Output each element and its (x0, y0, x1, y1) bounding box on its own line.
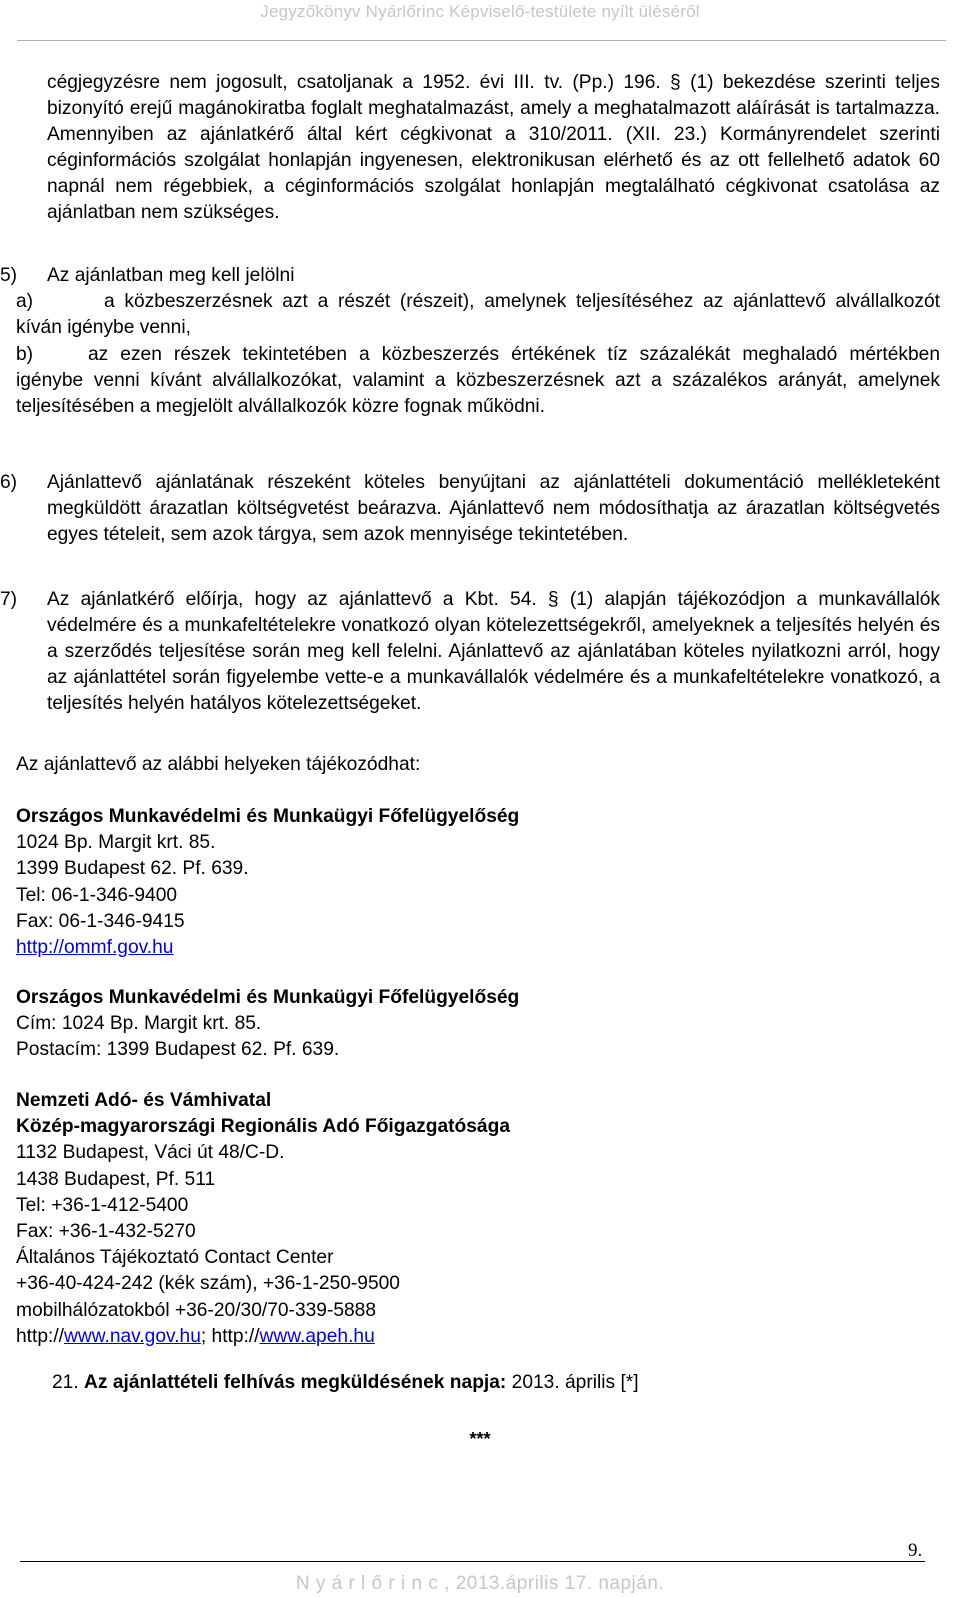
item-5b (16, 342, 940, 420)
section-21-number: 21. (52, 1372, 79, 1393)
contact-1-postal: 1399 Budapest 62. Pf. 639. (16, 858, 249, 880)
contact-2-name: Országos Munkavédelmi és Munkaügyi Főfelügyelőség (16, 987, 520, 1008)
item-5-lead: Az ajánlatban meg kell jelölni (47, 265, 295, 286)
contact-1-address: 1024 Bp. Margit krt. 85. (16, 832, 216, 854)
contact-3-fax: Fax: +36-1-432-5270 (16, 1221, 196, 1243)
section-21 (52, 1370, 639, 1396)
item-6-number: 6) (0, 472, 18, 493)
web-separator: ; http:// (200, 1325, 260, 1347)
web-prefix-1: http:// (16, 1325, 64, 1347)
page-number: 9. (908, 1540, 923, 1561)
contact-3-name-1: Nemzeti Adó- és Vámhivatal (16, 1090, 272, 1111)
apeh-website-link[interactable]: www.apeh.hu (259, 1325, 375, 1347)
item-5b-label: b) (16, 344, 34, 365)
contact-3-name-2: Közép-magyarországi Regionális Adó Főigazgatósága (16, 1116, 510, 1138)
item-5a-text: a közbeszerzésnek azt a részét (részeit), amelynek teljesítéséhez az ajánlattevő alvállalkozót kíván igénybe venni, (16, 291, 940, 339)
item-7-text: Az ajánlatkérő előírja, hogy az ajánlattevő a Kbt. 54. § (1) alapján tájékozódjon a munkavállalók védelmére és a munkafeltételekre vonatkozó olyan kötelezettségekről, amelyeknek a teljesítés helyén és a szerződés teljesítése során meg kell felelni. Ajánlattevő az ajánlatában köteles nyilatkozni arról, hogy az ajánlattétel során figyelembe vette-e a munkavállalók védelmére és a munkafeltételekre vonatkozó, a teljesítés helyén hatályos kötelezettségeket. (47, 589, 940, 715)
item-5a (16, 289, 940, 341)
contact-3-postal: 1438 Budapest, Pf. 511 (16, 1168, 216, 1190)
contact-3-websites (16, 1324, 510, 1350)
contact-3-address: 1132 Budapest, Váci út 48/C-D. (16, 1142, 285, 1164)
contact-2-postal: Postacím: 1399 Budapest 62. Pf. 639. (16, 1039, 340, 1061)
contact-1-website-link[interactable]: http://ommf.gov.hu (16, 937, 174, 959)
info-intro: Az ajánlattevő az alábbi helyeken tájékozódhat: (16, 754, 421, 775)
contact-3-mobile: mobilhálózatokból +36-20/30/70-339-5888 (16, 1299, 377, 1321)
contact-1-fax: Fax: 06-1-346-9415 (16, 910, 185, 932)
item-7-number: 7) (0, 589, 18, 610)
nav-website-link[interactable]: www.nav.gov.hu (64, 1325, 201, 1347)
page-header: Jegyzőkönyv Nyárlőrinc Képviselő-testülete nyílt üléséről (260, 2, 700, 21)
page-footer: N y á r l ő r i n c , 2013.április 17. napján. (295, 1573, 665, 1594)
section-21-label: Az ajánlattételi felhívás megküldésének napja: (84, 1372, 507, 1393)
item-5b-text: az ezen részek tekintetében a közbeszerzés értékének tíz százalékát meghaladó mértékben igénybe venni kívánt alvállalkozókat, valamint a közbeszerzésnek azt a százalékos arányát, amelynek teljesítésében a megjelölt alvállalkozók közre fognak működni. (16, 344, 940, 418)
section-divider-stars: *** (469, 1429, 491, 1449)
contact-ommf-1 (16, 804, 519, 961)
footer-rule (20, 1561, 925, 1562)
contact-nav (16, 1088, 510, 1350)
contact-3-phone: Tel: +36-1-412-5400 (16, 1194, 189, 1216)
contact-3-center-phones: +36-40-424-242 (kék szám), +36-1-250-9500 (16, 1273, 400, 1295)
item-5-number: 5) (0, 265, 18, 286)
contact-1-name: Országos Munkavédelmi és Munkaügyi Főfelügyelőség (16, 806, 520, 827)
contact-1-phone: Tel: 06-1-346-9400 (16, 884, 178, 906)
intro-paragraph: cégjegyzésre nem jogosult, csatoljanak a 1952. évi III. tv. (Pp.) 196. § (1) bekezdése szerinti teljes bizonyító erejű magánokiratba foglalt meghatalmazást, amely a meghatalmazott aláírását is tartalmazza. Amennyiben az ajánlatkérő által kért cégkivonat a 310/2011. (XII. 23.) Kormányrendelet szerinti céginformációs szolgálat honlapján ingyenesen, elektronikusan elérhető és az ott fellelhető adatok 60 napnál nem régebbiek, a céginformációs szolgálat honlapján megtalálható cégkivonat csatolása az ajánlatban nem szükséges. (47, 72, 940, 224)
contact-ommf-2 (16, 985, 519, 1064)
contact-2-address: Cím: 1024 Bp. Margit krt. 85. (16, 1013, 262, 1035)
item-6-text: Ajánlattevő ajánlatának részeként köteles benyújtani az ajánlattételi dokumentáció mellékleteként megküldött árazatlan költségvetést beárazva. Ajánlattevő nem módosíthatja az árazatlan költségvetés egyes tételeit, sem azok tárgya, sem azok mennyisége tekintetében. (47, 472, 940, 546)
section-21-value: 2013. április [*] (511, 1372, 639, 1393)
contact-3-center: Általános Tájékoztató Contact Center (16, 1247, 334, 1269)
header-rule (17, 40, 946, 41)
item-5a-label: a) (16, 291, 34, 312)
